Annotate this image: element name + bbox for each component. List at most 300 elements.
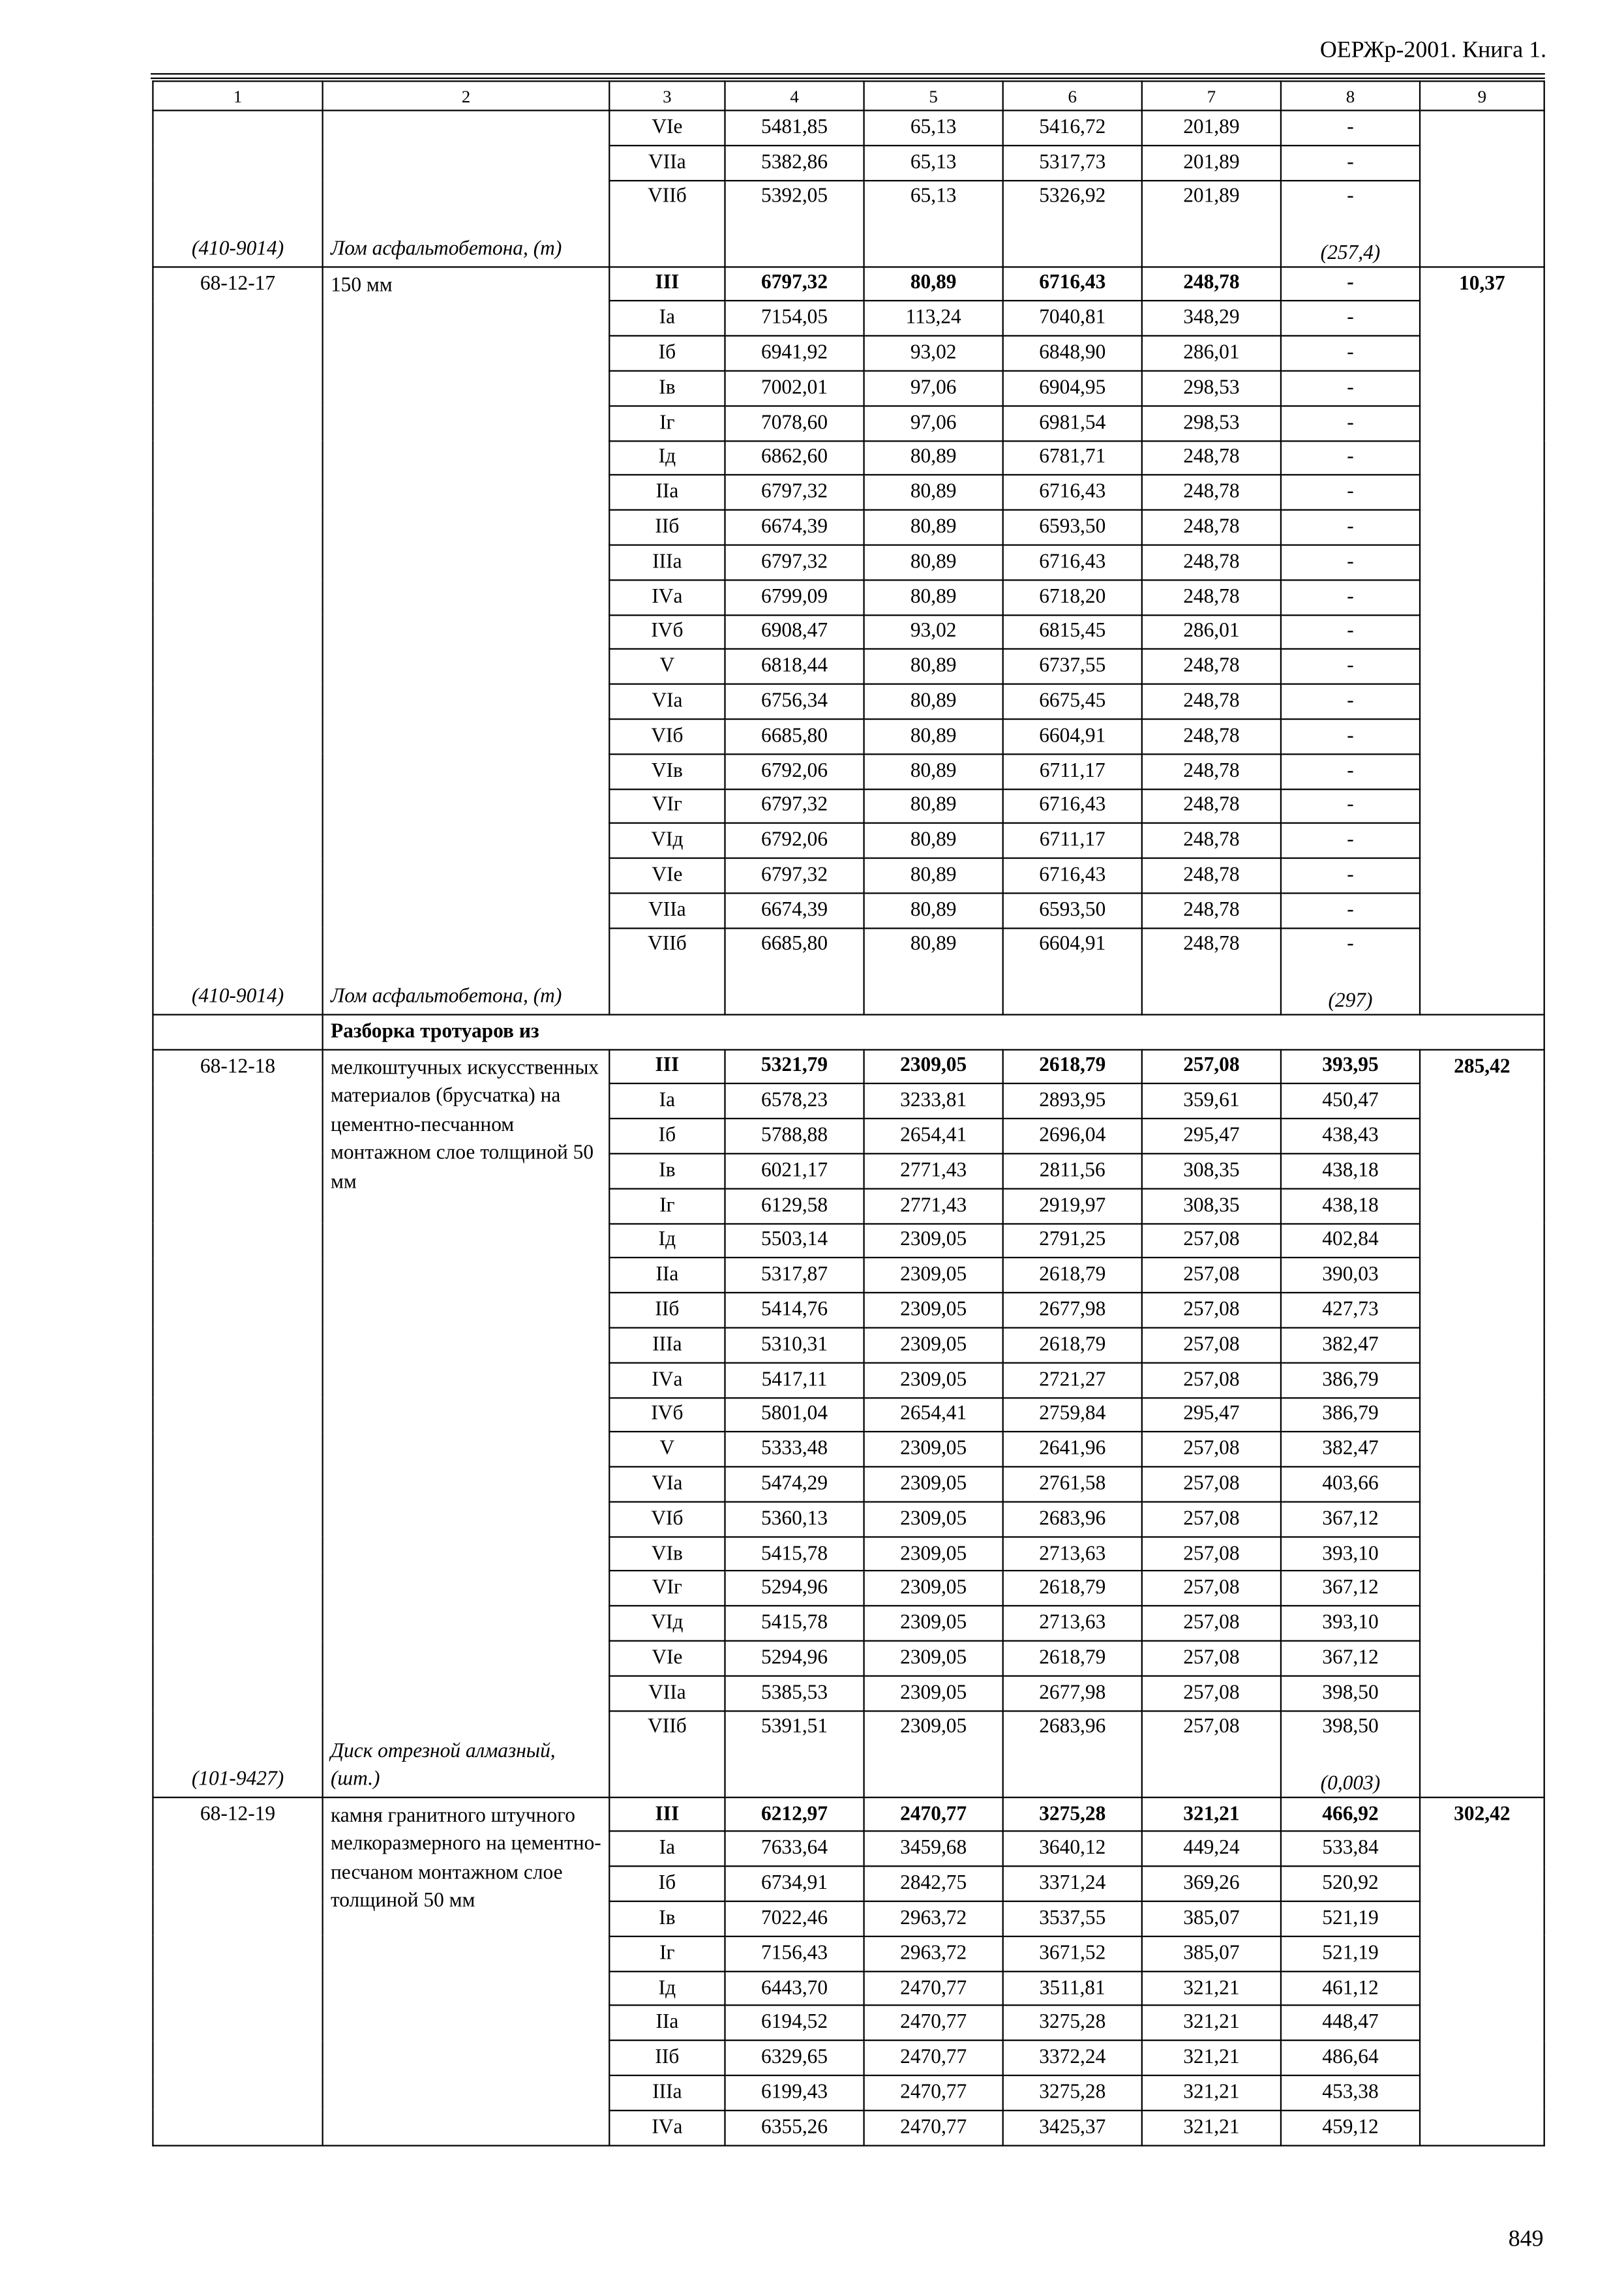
- region-cell: Iд: [609, 1223, 725, 1258]
- materials-cost-cell: 393,10: [1281, 1537, 1420, 1571]
- labor-hours-cell: [1420, 110, 1544, 266]
- column-header-row: [153, 81, 1544, 110]
- total-cost-cell: 7633,64: [725, 1831, 864, 1866]
- materials-cost-cell: 386,79: [1281, 1363, 1420, 1397]
- labor-cost-cell: 93,02: [864, 614, 1003, 649]
- region-cell: IVа: [609, 580, 725, 614]
- labor-cost-cell: 97,06: [864, 406, 1003, 440]
- region-cell: IIб: [609, 1293, 725, 1327]
- region-cell: III: [609, 1797, 725, 1831]
- machine-cost-cell: 3371,24: [1003, 1867, 1142, 1901]
- labor-cost-cell: 65,13: [864, 145, 1003, 180]
- operator-wage-cell: 248,78: [1142, 789, 1281, 823]
- material-quantity: (257,4): [1320, 242, 1381, 265]
- labor-cost-cell: 80,89: [864, 650, 1003, 684]
- total-cost-cell: 6685,80: [725, 928, 864, 1014]
- materials-cost-cell: 403,66: [1281, 1467, 1420, 1501]
- machine-cost-cell: 2811,56: [1003, 1154, 1142, 1188]
- description-cell: [323, 1797, 610, 2145]
- table-row: [153, 1797, 1544, 1831]
- column-number: 1: [153, 81, 322, 110]
- region-cell: VIб: [609, 1501, 725, 1536]
- machine-cost-cell: 6604,91: [1003, 719, 1142, 753]
- operator-wage-cell: 298,53: [1142, 406, 1281, 440]
- operator-wage-cell: 385,07: [1142, 1901, 1281, 1936]
- labor-hours-cell: [1420, 266, 1544, 1014]
- machine-cost-cell: 6716,43: [1003, 858, 1142, 893]
- code-cell: [153, 266, 322, 1014]
- machine-cost-cell: 2618,79: [1003, 1641, 1142, 1676]
- total-cost-cell: 6908,47: [725, 614, 864, 649]
- region-cell: V: [609, 650, 725, 684]
- labor-cost-cell: 2470,77: [864, 2110, 1003, 2145]
- materials-cost-cell: [1281, 1711, 1420, 1797]
- labor-cost-cell: 2470,77: [864, 1971, 1003, 2006]
- labor-cost-cell: 2309,05: [864, 1641, 1003, 1676]
- operator-wage-cell: 298,53: [1142, 371, 1281, 406]
- operator-wage-cell: 248,78: [1142, 719, 1281, 753]
- labor-cost-cell: 2309,05: [864, 1467, 1003, 1501]
- operator-wage-cell: 257,08: [1142, 1258, 1281, 1293]
- labor-cost-cell: 3459,68: [864, 1831, 1003, 1866]
- machine-cost-cell: 6815,45: [1003, 614, 1142, 649]
- operator-wage-cell: 257,08: [1142, 1467, 1281, 1501]
- materials-cost-cell: -: [1281, 110, 1420, 145]
- description-cell: [323, 110, 610, 266]
- materials-cost-cell: -: [1281, 510, 1420, 545]
- material-name: Лом асфальтобетона, (т): [330, 986, 562, 1009]
- total-cost-cell: 5317,87: [725, 1258, 864, 1293]
- operator-wage-cell: 348,29: [1142, 301, 1281, 336]
- total-cost-cell: 6674,39: [725, 893, 864, 927]
- labor-cost-cell: 2309,05: [864, 1327, 1003, 1362]
- materials-cost-cell: -: [1281, 650, 1420, 684]
- operator-wage-cell: 248,78: [1142, 824, 1281, 858]
- total-cost-cell: 6129,58: [725, 1188, 864, 1223]
- total-cost-cell: 6756,34: [725, 684, 864, 719]
- labor-cost-cell: 80,89: [864, 475, 1003, 510]
- column-number: 2: [323, 81, 610, 110]
- price-table: [152, 80, 1545, 2146]
- machine-cost-cell: 6593,50: [1003, 510, 1142, 545]
- materials-cost-cell: 461,12: [1281, 1971, 1420, 2006]
- total-cost-cell: 5321,79: [725, 1049, 864, 1083]
- total-cost-cell: 6355,26: [725, 2110, 864, 2145]
- labor-cost-cell: 80,89: [864, 719, 1003, 753]
- operator-wage-cell: 257,08: [1142, 1363, 1281, 1397]
- description-cell-inner: [323, 111, 609, 265]
- rate-code: 68-12-17: [200, 273, 276, 295]
- materials-cost-cell: -: [1281, 580, 1420, 614]
- region-cell: Iг: [609, 1188, 725, 1223]
- work-description: мелкоштучных искусственных материалов (брусчатка) на цементно-песчанном монтажном слое толщиной 50 мм: [330, 1057, 599, 1194]
- total-cost-cell: 5385,53: [725, 1676, 864, 1710]
- labor-cost-cell: 80,89: [864, 789, 1003, 823]
- total-cost-cell: 6194,52: [725, 2006, 864, 2040]
- total-cost-cell: 5414,76: [725, 1293, 864, 1327]
- description-cell-inner: [323, 1798, 609, 2145]
- materials-cost-cell: -: [1281, 406, 1420, 440]
- total-cost-cell: 6443,70: [725, 1971, 864, 2006]
- machine-cost-cell: 2721,27: [1003, 1363, 1142, 1397]
- column-number: 4: [725, 81, 864, 110]
- labor-cost-cell: 97,06: [864, 371, 1003, 406]
- labor-cost-cell: 2470,77: [864, 2006, 1003, 2040]
- total-cost-cell: 6862,60: [725, 440, 864, 475]
- machine-cost-cell: 5326,92: [1003, 180, 1142, 266]
- table-row: [153, 266, 1544, 301]
- machine-cost-cell: 3425,37: [1003, 2110, 1142, 2145]
- work-description: камня гранитного штучного мелкоразмерного на цементно-песчаном монтажном слое толщиной 50 мм: [330, 1805, 601, 1913]
- labor-cost-cell: 80,89: [864, 684, 1003, 719]
- materials-cost-cell: -: [1281, 858, 1420, 893]
- region-cell: VIе: [609, 110, 725, 145]
- operator-wage-cell: 308,35: [1142, 1188, 1281, 1223]
- materials-cost-cell: -: [1281, 893, 1420, 927]
- total-cost-cell: 5474,29: [725, 1467, 864, 1501]
- total-cost-cell: 5788,88: [725, 1119, 864, 1153]
- labor-cost-cell: 80,89: [864, 440, 1003, 475]
- machine-cost-cell: 3275,28: [1003, 2075, 1142, 2110]
- materials-cost-cell: -: [1281, 145, 1420, 180]
- rate-code: 68-12-18: [200, 1055, 276, 1078]
- region-cell: VIIб: [609, 928, 725, 1014]
- labor-hours-cell: [1420, 1797, 1544, 2145]
- total-cost-cell: 6578,23: [725, 1084, 864, 1119]
- machine-cost-cell: 2618,79: [1003, 1049, 1142, 1083]
- operator-wage-cell: 286,01: [1142, 336, 1281, 370]
- labor-cost-cell: 2654,41: [864, 1119, 1003, 1153]
- operator-wage-cell: 248,78: [1142, 580, 1281, 614]
- labor-cost-cell: 93,02: [864, 336, 1003, 370]
- code-cell: [153, 110, 322, 266]
- materials-cost-cell: -: [1281, 266, 1420, 301]
- total-cost-cell: 6797,32: [725, 266, 864, 301]
- labor-cost-cell: 80,89: [864, 266, 1003, 301]
- machine-cost-cell: 2893,95: [1003, 1084, 1142, 1119]
- labor-cost-cell: 80,89: [864, 580, 1003, 614]
- operator-wage-cell: 369,26: [1142, 1867, 1281, 1901]
- machine-cost-cell: 5317,73: [1003, 145, 1142, 180]
- operator-wage-cell: 257,08: [1142, 1049, 1281, 1083]
- labor-cost-cell: 65,13: [864, 180, 1003, 266]
- operator-wage-cell: 359,61: [1142, 1084, 1281, 1119]
- region-cell: VIа: [609, 1467, 725, 1501]
- materials-cost-cell: -: [1281, 475, 1420, 510]
- region-cell: Iб: [609, 1867, 725, 1901]
- machine-cost-cell: 2713,63: [1003, 1606, 1142, 1641]
- labor-cost-cell: 80,89: [864, 510, 1003, 545]
- region-cell: Iб: [609, 336, 725, 370]
- total-cost-cell: 6792,06: [725, 824, 864, 858]
- material-name: Лом асфальтобетона, (т): [330, 238, 562, 261]
- operator-wage-cell: 201,89: [1142, 180, 1281, 266]
- rate-code: 68-12-19: [200, 1803, 276, 1826]
- region-cell: VIIб: [609, 180, 725, 266]
- labor-hours-value: 285,42: [1454, 1055, 1511, 1078]
- machine-cost-cell: 6716,43: [1003, 475, 1142, 510]
- region-cell: Iа: [609, 1831, 725, 1866]
- labor-cost-cell: 80,89: [864, 858, 1003, 893]
- machine-cost-cell: 6981,54: [1003, 406, 1142, 440]
- region-cell: IIIа: [609, 1327, 725, 1362]
- labor-cost-cell: 2309,05: [864, 1432, 1003, 1467]
- machine-cost-cell: 2677,98: [1003, 1293, 1142, 1327]
- header-rule: [151, 78, 1545, 79]
- labor-cost-cell: 2309,05: [864, 1363, 1003, 1397]
- operator-wage-cell: 321,21: [1142, 2041, 1281, 2075]
- materials-cost-cell: 453,38: [1281, 2075, 1420, 2110]
- total-cost-cell: 5294,96: [725, 1641, 864, 1676]
- table-row: [153, 1049, 1544, 1083]
- total-cost-cell: 6799,09: [725, 580, 864, 614]
- material-code: (410-9014): [191, 986, 284, 1008]
- labor-cost-cell: 2842,75: [864, 1867, 1003, 1901]
- total-cost-cell: 5417,11: [725, 1363, 864, 1397]
- region-cell: VIIб: [609, 1711, 725, 1797]
- machine-cost-cell: 2683,96: [1003, 1501, 1142, 1536]
- machine-cost-cell: 3537,55: [1003, 1901, 1142, 1936]
- code-cell-inner: [154, 267, 322, 1014]
- materials-cost-value: 398,50: [1322, 1715, 1379, 1738]
- machine-cost-cell: 2761,58: [1003, 1467, 1142, 1501]
- machine-cost-cell: 2791,25: [1003, 1223, 1142, 1258]
- machine-cost-cell: 6711,17: [1003, 824, 1142, 858]
- machine-cost-cell: 3275,28: [1003, 1797, 1142, 1831]
- total-cost-cell: 6329,65: [725, 2041, 864, 2075]
- total-cost-cell: 6792,06: [725, 754, 864, 789]
- materials-cost-cell: 520,92: [1281, 1867, 1420, 1901]
- machine-cost-cell: 2641,96: [1003, 1432, 1142, 1467]
- labor-cost-cell: 2309,05: [864, 1571, 1003, 1606]
- materials-cost-cell: 438,43: [1281, 1119, 1420, 1153]
- code-cell: [153, 1049, 322, 1797]
- materials-cost-cell: -: [1281, 614, 1420, 649]
- material-quantity: (0,003): [1320, 1773, 1381, 1795]
- description-cell-inner: [323, 267, 609, 1014]
- operator-wage-cell: 257,08: [1142, 1537, 1281, 1571]
- labor-hours-value: 302,42: [1454, 1803, 1511, 1826]
- machine-cost-cell: 3511,81: [1003, 1971, 1142, 2006]
- machine-cost-cell: 2618,79: [1003, 1327, 1142, 1362]
- materials-cost-cell: -: [1281, 336, 1420, 370]
- machine-cost-cell: 6781,71: [1003, 440, 1142, 475]
- region-cell: IIа: [609, 1258, 725, 1293]
- material-name: Диск отрезной алмазный, (шт.): [330, 1740, 556, 1792]
- materials-cost-cell: 393,10: [1281, 1606, 1420, 1641]
- labor-cost-cell: 80,89: [864, 545, 1003, 580]
- total-cost-cell: 5391,51: [725, 1711, 864, 1797]
- operator-wage-cell: 201,89: [1142, 110, 1281, 145]
- region-cell: Iв: [609, 371, 725, 406]
- column-number: 3: [609, 81, 725, 110]
- region-cell: IVа: [609, 1363, 725, 1397]
- labor-cost-cell: 2470,77: [864, 2041, 1003, 2075]
- materials-cost-cell: 521,19: [1281, 1901, 1420, 1936]
- region-cell: Iа: [609, 1084, 725, 1119]
- materials-cost-cell: 398,50: [1281, 1676, 1420, 1710]
- operator-wage-cell: 449,24: [1142, 1831, 1281, 1866]
- labor-cost-cell: 2654,41: [864, 1397, 1003, 1432]
- labor-cost-cell: 2309,05: [864, 1501, 1003, 1536]
- operator-wage-cell: 257,08: [1142, 1293, 1281, 1327]
- machine-cost-cell: 3671,52: [1003, 1936, 1142, 1971]
- total-cost-cell: 6797,32: [725, 858, 864, 893]
- materials-cost-cell: -: [1281, 684, 1420, 719]
- region-cell: IVб: [609, 614, 725, 649]
- operator-wage-cell: 257,08: [1142, 1641, 1281, 1676]
- material-code: (101-9427): [191, 1768, 284, 1790]
- labor-cost-cell: 2309,05: [864, 1258, 1003, 1293]
- machine-cost-cell: 6716,43: [1003, 266, 1142, 301]
- materials-cost-cell: 402,84: [1281, 1223, 1420, 1258]
- total-cost-cell: 6797,32: [725, 545, 864, 580]
- labor-cost-cell: 2309,05: [864, 1676, 1003, 1710]
- labor-cost-cell: 80,89: [864, 824, 1003, 858]
- labor-cost-cell: 2309,05: [864, 1537, 1003, 1571]
- materials-cost-cell: -: [1281, 545, 1420, 580]
- region-cell: Iб: [609, 1119, 725, 1153]
- region-cell: VIе: [609, 1641, 725, 1676]
- operator-wage-cell: 248,78: [1142, 440, 1281, 475]
- total-cost-cell: 5415,78: [725, 1606, 864, 1641]
- region-cell: Iг: [609, 1936, 725, 1971]
- section-empty-cell: [153, 1014, 322, 1049]
- region-cell: VIг: [609, 789, 725, 823]
- column-number: 9: [1420, 81, 1544, 110]
- total-cost-cell: 5333,48: [725, 1432, 864, 1467]
- materials-cost-cell: -: [1281, 719, 1420, 753]
- machine-cost-cell: 6593,50: [1003, 893, 1142, 927]
- materials-cost-cell: 393,95: [1281, 1049, 1420, 1083]
- labor-hours-cell: [1420, 1049, 1544, 1797]
- operator-wage-cell: 295,47: [1142, 1397, 1281, 1432]
- column-number: 6: [1003, 81, 1142, 110]
- materials-cost-cell: -: [1281, 824, 1420, 858]
- machine-cost-cell: 6716,43: [1003, 545, 1142, 580]
- materials-cost-cell: 390,03: [1281, 1258, 1420, 1293]
- operator-wage-cell: 321,21: [1142, 2075, 1281, 2110]
- operator-wage-cell: 248,78: [1142, 510, 1281, 545]
- region-cell: V: [609, 1432, 725, 1467]
- materials-cost-cell: 382,47: [1281, 1432, 1420, 1467]
- total-cost-cell: 5481,85: [725, 110, 864, 145]
- region-cell: IVа: [609, 2110, 725, 2145]
- operator-wage-cell: 257,08: [1142, 1606, 1281, 1641]
- labor-cost-cell: 113,24: [864, 301, 1003, 336]
- material-code: (410-9014): [191, 237, 284, 260]
- materials-cost-cell: 450,47: [1281, 1084, 1420, 1119]
- description-cell-inner: [323, 1050, 609, 1796]
- operator-wage-cell: 257,08: [1142, 1432, 1281, 1467]
- region-cell: VIв: [609, 1537, 725, 1571]
- labor-cost-cell: 2963,72: [864, 1936, 1003, 1971]
- labor-cost-cell: 2771,43: [864, 1188, 1003, 1223]
- operator-wage-cell: 321,21: [1142, 1971, 1281, 2006]
- machine-cost-cell: 6848,90: [1003, 336, 1142, 370]
- materials-cost-cell: [1281, 928, 1420, 1014]
- machine-cost-cell: 2618,79: [1003, 1571, 1142, 1606]
- region-cell: VIIа: [609, 893, 725, 927]
- region-cell: VIг: [609, 1571, 725, 1606]
- total-cost-cell: 6797,32: [725, 475, 864, 510]
- operator-wage-cell: 321,21: [1142, 2110, 1281, 2145]
- operator-wage-cell: 248,78: [1142, 475, 1281, 510]
- operator-wage-cell: 248,78: [1142, 266, 1281, 301]
- materials-cost-value: -: [1347, 933, 1354, 956]
- materials-cost-value: -: [1347, 185, 1354, 207]
- machine-cost-cell: 6675,45: [1003, 684, 1142, 719]
- materials-cost-cell: 521,19: [1281, 1936, 1420, 1971]
- operator-wage-cell: 321,21: [1142, 1797, 1281, 1831]
- operator-wage-cell: 257,08: [1142, 1223, 1281, 1258]
- machine-cost-cell: 5416,72: [1003, 110, 1142, 145]
- region-cell: Iв: [609, 1154, 725, 1188]
- total-cost-cell: 5392,05: [725, 180, 864, 266]
- total-cost-cell: 5360,13: [725, 1501, 864, 1536]
- section-title: Разборка тротуаров из: [323, 1014, 1544, 1049]
- total-cost-cell: 6797,32: [725, 789, 864, 823]
- code-cell-inner: [154, 111, 322, 265]
- price-table-body: [153, 81, 1544, 2145]
- materials-cost-cell: 382,47: [1281, 1327, 1420, 1362]
- region-cell: VIв: [609, 754, 725, 789]
- labor-cost-cell: 2309,05: [864, 1049, 1003, 1083]
- operator-wage-cell: 201,89: [1142, 145, 1281, 180]
- region-cell: VIб: [609, 719, 725, 753]
- materials-cost-cell: -: [1281, 754, 1420, 789]
- machine-cost-cell: 3640,12: [1003, 1831, 1142, 1866]
- description-cell: [323, 1049, 610, 1797]
- machine-cost-cell: 3372,24: [1003, 2041, 1142, 2075]
- materials-cost-cell: 459,12: [1281, 2110, 1420, 2145]
- region-cell: VIа: [609, 684, 725, 719]
- total-cost-cell: 5294,96: [725, 1571, 864, 1606]
- region-cell: Iд: [609, 1971, 725, 2006]
- materials-cost-cell: -: [1281, 301, 1420, 336]
- total-cost-cell: 5382,86: [725, 145, 864, 180]
- operator-wage-cell: 295,47: [1142, 1119, 1281, 1153]
- materials-cost-cell: 486,64: [1281, 2041, 1420, 2075]
- materials-cost-cell: 438,18: [1281, 1154, 1420, 1188]
- labor-cost-cell: 80,89: [864, 893, 1003, 927]
- total-cost-cell: 7078,60: [725, 406, 864, 440]
- labor-cost-cell: 2470,77: [864, 2075, 1003, 2110]
- materials-cost-cell: 438,18: [1281, 1188, 1420, 1223]
- materials-cost-cell: 367,12: [1281, 1501, 1420, 1536]
- region-cell: IIа: [609, 2006, 725, 2040]
- machine-cost-cell: 6904,95: [1003, 371, 1142, 406]
- operator-wage-cell: 248,78: [1142, 893, 1281, 927]
- machine-cost-cell: 7040,81: [1003, 301, 1142, 336]
- region-cell: VIIа: [609, 145, 725, 180]
- machine-cost-cell: 6737,55: [1003, 650, 1142, 684]
- section-title-row: [153, 1014, 1544, 1049]
- operator-wage-cell: 308,35: [1142, 1154, 1281, 1188]
- work-description: 150 мм: [330, 274, 393, 297]
- operator-wage-cell: 248,78: [1142, 858, 1281, 893]
- labor-cost-cell: 2771,43: [864, 1154, 1003, 1188]
- labor-cost-cell: 80,89: [864, 754, 1003, 789]
- column-number: 7: [1142, 81, 1281, 110]
- labor-hours-inner: [1421, 267, 1543, 1014]
- machine-cost-cell: 3275,28: [1003, 2006, 1142, 2040]
- labor-cost-cell: 65,13: [864, 110, 1003, 145]
- materials-cost-cell: 367,12: [1281, 1641, 1420, 1676]
- labor-hours-inner: [1421, 1050, 1543, 1796]
- machine-cost-cell: 2919,97: [1003, 1188, 1142, 1223]
- region-cell: IIб: [609, 510, 725, 545]
